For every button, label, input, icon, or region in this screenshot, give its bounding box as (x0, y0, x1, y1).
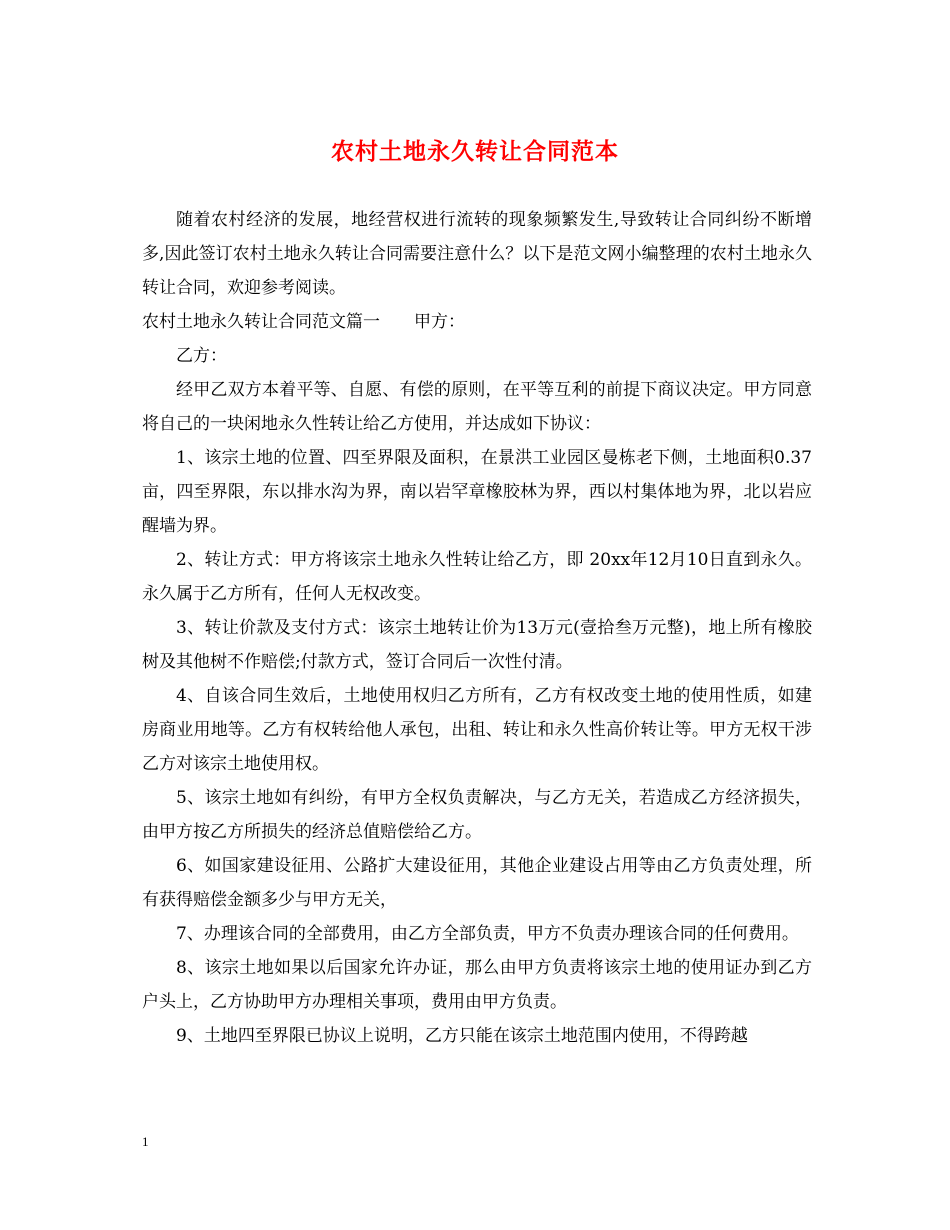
paragraph-clause-6: 6、如国家建设征用、公路扩大建设征用，其他企业建设占用等由乙方负责处理，所有获得赔偿金额多少与甲方无关， (142, 856, 812, 910)
paragraph-clause-7: 7、办理该合同的全部费用，由乙方全部负责，甲方不负责办理该合同的任何费用。 (176, 924, 799, 944)
paragraph-party-b: 乙方： (176, 346, 227, 366)
document-title: 农村土地永久转让合同范本 (331, 138, 619, 165)
paragraph-clause-3: 3、转让价款及支付方式：该宗土地转让价为13万元(壹拾叁万元整)，地上所有橡胶树及其他树不作赔偿;付款方式，签订合同后一次性付清。 (142, 618, 812, 672)
page-number: 1 (142, 1134, 149, 1149)
paragraph-heading: 农村土地永久转让合同范文篇一 甲方： (142, 312, 465, 332)
paragraph-preamble: 经甲乙双方本着平等、自愿、有偿的原则，在平等互利的前提下商议决定。甲方同意将自己的一块闲地永久性转让给乙方使用，并达成如下协议： (142, 380, 812, 434)
paragraph-clause-4: 4、自该合同生效后，土地使用权归乙方所有，乙方有权改变土地的使用性质，如建房商业用地等。乙方有权转给他人承包，出租、转让和永久性高价转让等。甲方无权干涉乙方对该宗土地使用权。 (142, 686, 812, 774)
paragraph-clause-2: 2、转让方式：甲方将该宗土地永久性转让给乙方，即 20xx年12月10日直到永久。永久属于乙方所有，任何人无权改变。 (142, 550, 812, 604)
paragraph-clause-8: 8、该宗土地如果以后国家允许办证，那么由甲方负责将该宗土地的使用证办到乙方户头上，乙方协助甲方办理相关事项，费用由甲方负责。 (142, 958, 812, 1012)
paragraph-clause-5: 5、该宗土地如有纠纷，有甲方全权负责解决，与乙方无关，若造成乙方经济损失，由甲方按乙方所损失的经济总值赔偿给乙方。 (142, 788, 812, 842)
paragraph-clause-1: 1、该宗土地的位置、四至界限及面积，在景洪工业园区曼栋老下侧，土地面积0.37亩，四至界限，东以排水沟为界，南以岩罕章橡胶林为界，西以村集体地为界，北以岩应醒墙为界。 (142, 448, 812, 536)
paragraph-clause-9: 9、土地四至界限已协议上说明，乙方只能在该宗土地范围内使用，不得跨越 (176, 1026, 748, 1046)
paragraph-intro: 随着农村经济的发展，地经营权进行流转的现象频繁发生,导致转让合同纠纷不断增多,因此签订农村土地永久转让合同需要注意什么？以下是范文网小编整理的农村土地永久转让合同，欢迎参考阅读。 (142, 210, 812, 298)
document-body (142, 203, 812, 1053)
